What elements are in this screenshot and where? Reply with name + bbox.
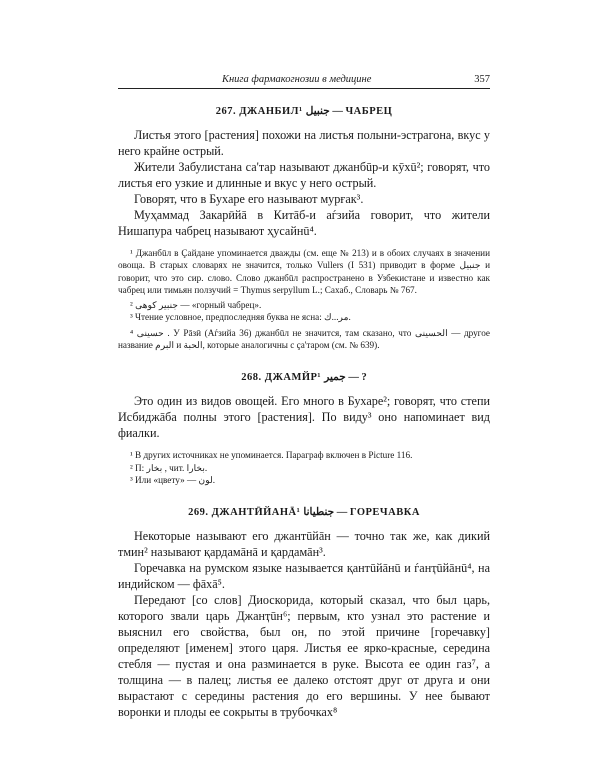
entry-267-paragraph: Говорят, что в Бухаре его называют мурғак³. [134,192,364,206]
running-title: Книга фармакогнозии в медицине [222,74,372,85]
footnote: ³ Чтение условное, предпоследняя буква не ясна: مر...ك. [130,312,351,323]
entry-267-paragraph: Жители Забулистана са'тар называют джанбūр-и кӯхū²; говорят, что листья его узкие и длинные и вкус у него острый. [118,160,490,190]
entry-267-heading: 267. ДЖАНБИЛ¹ جنبيل — ЧАБРЕЦ [215,106,393,117]
footnote: ⁴ حسينى . У Рāзӣ (Аѓзийа 36) джанбūл не значится, там сказано, что الحسينى — другое название البرم и الحبة, которые аналогичны с ҫа'таром (см. № 639). [118,327,491,351]
footnote: ² П: بخار , чит. بخارا. [130,462,208,473]
entry-267-paragraph: Муҳаммад Закарӣйā в Китāб-и аѓзийа говорит, что жители Нишапура чабрец называют ҳусайнū⁴. [118,208,490,238]
entry-268-heading: 268. ДЖАМЙР¹ جمير — ? [241,372,367,384]
book-page [118,74,490,720]
footnote: ¹ В других источниках не упоминается. Параграф включен в Picture 116. [130,450,413,461]
entry-269-paragraph: Горечавка на румском языке называется қантūйāнū и ѓанҭūйāнū⁴, на индийском — фāхā⁵. [118,561,490,592]
entry-268-footnotes [118,449,490,486]
entry-269-heading: 269. ДЖАНТӢЙАНĀ¹ جنطيانا — ГОРЕЧАВКА [188,507,420,519]
running-head [118,74,490,89]
page-number: 357 [474,74,490,85]
entry-268-paragraph: Это один из видов овощей. Его много в Бухаре²; говорят, что степи Исбиджāба полны этого [растения]. По виду³ оно напоминает вид фиалки. [118,394,490,441]
entry-269-paragraph: Некоторые называют его джантūйāн — точно так же, как дикий тмин² называют қардамāнā и қардамāн³. [118,529,490,560]
footnote: ¹ Джанбūл в Ҫайдане упоминается дважды (см. еще № 213) и в обоих случаях в значении овоща. В старых словарях не значится, только Vullers (I 531) приводит в форме جنبيل и говорит, что это сир. слово. Слово джанбūл распространено в Узбекистане и известно как чабрец или тимьян ползучий = Thymus serpyllum L.; Сахаб., Словарь № 767. [118,248,490,295]
footnote: ³ Или «цвету» — لون. [130,474,216,485]
footnote: ² جنبير كوهى — «горный чабрец». [130,300,262,311]
entry-269-paragraph: Передают [со слов] Диоскорида, который сказал, что был царь, которого звали царь Джанҭūн⁶; первым, кто узнал это растение и выяснил его свойства, был он, по этой причине [горечавку] определяют [именем] этого царя. Листья ее ярко-красные, середина стебля — пустая и она разминается в руке. Высота ее один газ⁷, а толщина — в палец; листья ее далеко отстоят друг от друга и они вырастают с середины растения до его вершины. У нее бывают воронки и плоды ее сокрыты в трубочках⁸ [118,593,490,720]
entry-267-footnotes [118,247,490,351]
entry-267-paragraph: Листья этого [растения] похожи на листья полыни-эстрагона, вкус у него крайне острый. [118,128,490,158]
